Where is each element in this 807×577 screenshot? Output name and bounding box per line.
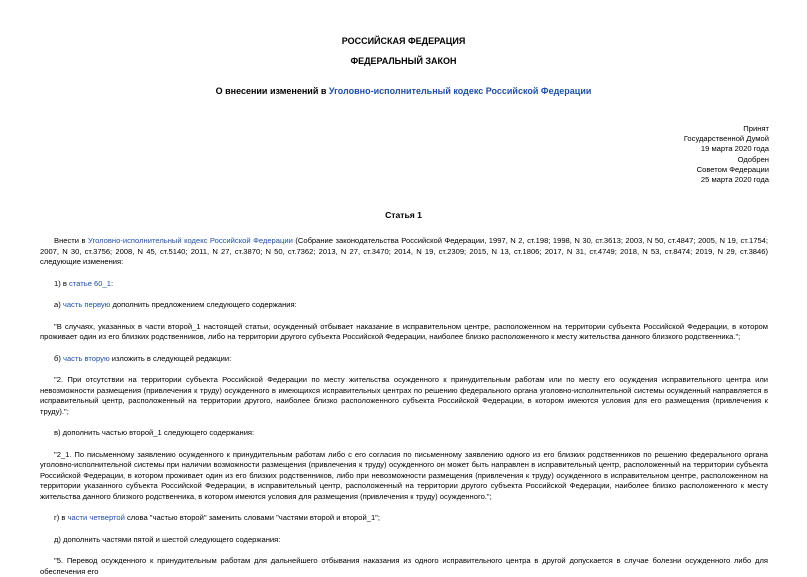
intro-suffix: (Собрание законодательства Российской Федерации, 1997, N 2, ст.198; 1998, N 30, ст.3613; 2003, N 50, ст.4847; 2005, N 19, ст.1754; 2007, N 30, ст.3756; 2008, N 45, ст.5140; 2011, N 27, ст.3870; N 50, ст.7362; 2013, N 27, ст.3470; 2014, N 19, ст.2309; 2015, N 13, ст.1806; 2017, N 31, ст.4749; 2018, N 53, ст.8474; 2019, N 29, ст.3846) следующие изменения: [40, 236, 768, 266]
adoption-info [684, 124, 769, 185]
quote-b: "2. При отсутствии на территории субъекта Российской Федерации по месту жительства осужденного к принудительным работам или по месту его осуждения исправительного центра или невозможности размещения (привлечения к труду) осужденного в имеющихся исправительных центрах по решению федерального органа уголовно-исполнительной системы осужденный направляется в исправительный центр, расположенный на территории другого, наиболее близко расположенного субъекта Российской Федерации, в котором имеются условия для его размещения (привлечения к труду)."; [40, 375, 768, 416]
item-a [40, 300, 768, 311]
item-d: д) дополнить частями пятой и шестой следующего содержания: [54, 534, 281, 544]
country-heading: РОССИЙСКАЯ ФЕДЕРАЦИЯ [341, 36, 466, 46]
adoption-line: Принят [743, 124, 769, 133]
item-1-suffix: : [110, 278, 114, 288]
adoption-line: Государственной Думой [683, 134, 769, 144]
item-a-prefix: а) [54, 300, 63, 309]
adoption-line: Одобрен [737, 154, 769, 164]
item-1 [40, 279, 768, 290]
document-body [40, 236, 768, 577]
quote-v: "2_1. По письменному заявлению осужденного к принудительным работам либо с его согласия по письменному заявлению одного из его близких родственников по решению федерального органа уголовно-исполнительной системы при наличии возможности размещения (привлечения к труду) осужденного он может быть направлен в исправительный центр, расположенный на территории субъекта Российской Федерации, в котором проживает один из его близких родственников, либо при невозможности размещения (привлечения к труду) осужденного в исправительном центре, расположенном на территории указанного субъекта Российской Федерации, в исправительный центр, расположенный на территории другого субъекта Российской Федерации, наиболее близко расположенного к месту жительства данного близкого родственника, в котором имеются условия для размещения (привлечения к труду) осужденного."; [40, 449, 768, 501]
doc-type-heading: ФЕДЕРАЛЬНЫЙ ЗАКОН [350, 56, 457, 66]
quote-d: "5. Перевод осужденного к принудительным работам для дальнейшего отбывания наказания из одного исправительного центра в другой допускается в случае болезни осужденного либо для обеспечения его [40, 556, 768, 576]
part-four-link[interactable]: части четвертой [67, 513, 125, 522]
part-one-link[interactable]: часть первую [62, 300, 111, 309]
law-title-prefix: О внесении изменений в [215, 86, 329, 96]
adoption-line: 25 марта 2020 года [700, 175, 769, 185]
code-link-intro[interactable]: Уголовно-исполнительный кодекс Российской Федерации [88, 236, 293, 245]
adoption-line: Советом Федерации [696, 164, 769, 174]
item-g [40, 513, 768, 524]
article-heading: Статья 1 [385, 210, 422, 220]
item-b [40, 354, 768, 365]
law-title [0, 86, 807, 97]
quote-a: "В случаях, указанных в части второй_1 настоящей статьи, осужденный отбывает наказание в исправительном центре, расположенном на территории субъекта Российской Федерации, в котором проживает один из его близких родственников, либо на территории другого субъекта Российской Федерации, наиболее близко расположенного к месту жительства данного близкого родственника."; [40, 321, 768, 341]
intro-prefix: Внести в [54, 236, 89, 245]
item-v: в) дополнить частью второй_1 следующего содержания: [54, 428, 255, 437]
part-two-link[interactable]: часть вторую [63, 353, 110, 363]
intro-paragraph [40, 236, 768, 268]
item-b-suffix: изложить в следующей редакции: [109, 353, 232, 363]
item-b-prefix: б) [54, 353, 63, 363]
code-link[interactable]: Уголовно-исполнительный кодекс Российской Федерации [328, 86, 592, 96]
item-g-prefix: г) в [54, 513, 68, 522]
item-g-suffix: слова "частью второй" заменить словами "частями второй и второй_1"; [124, 513, 380, 522]
article-60-1-link[interactable]: статье 60_1 [69, 278, 111, 288]
item-1-prefix: 1) в [54, 278, 70, 288]
item-a-suffix: дополнить предложением следующего содержания: [110, 300, 297, 309]
adoption-line: 19 марта 2020 года [700, 144, 769, 154]
